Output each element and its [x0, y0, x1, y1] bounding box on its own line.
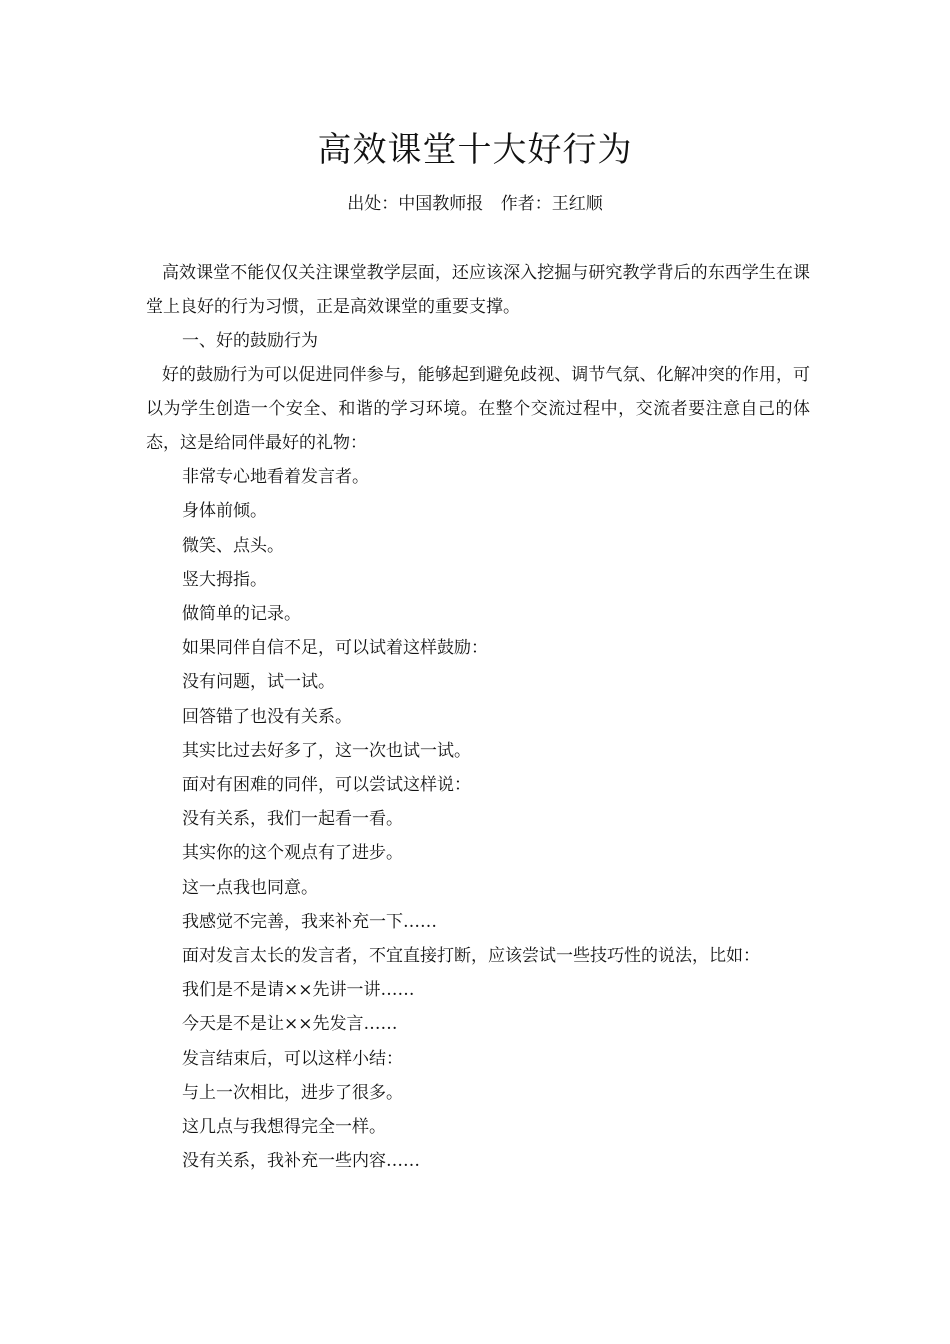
list-item: 没有关系，我们一起看一看。: [182, 809, 403, 830]
list-item: 其实你的这个观点有了进步。: [182, 843, 403, 864]
list-item: 如果同伴自信不足，可以试着这样鼓励：: [182, 638, 488, 659]
list-item: 没有问题，试一试。: [182, 672, 335, 693]
intro-paragraph: 高效课堂不能仅仅关注课堂教学层面，还应该深入挖掘与研究教学背后的东西学生在课堂上良好的行为习惯，正是高效课堂的重要支撑。: [146, 263, 810, 317]
list-item: 竖大拇指。: [182, 569, 267, 590]
section-heading: 一、好的鼓励行为: [182, 331, 318, 351]
list-item: 这几点与我想得完全一样。: [182, 1117, 386, 1138]
list-item: 非常专心地看着发言者。: [182, 467, 369, 488]
list-item: 做简单的记录。: [182, 604, 301, 625]
list-item: 微笑、点头。: [182, 535, 284, 556]
list-item: 面对有困难的同伴，可以尝试这样说：: [182, 775, 471, 796]
source-line: [0, 190, 950, 218]
list-item: 面对发言太长的发言者，不宜直接打断，应该尝试一些技巧性的说法，比如：: [182, 946, 760, 967]
list-item: 我感觉不完善，我来补充一下……: [182, 911, 437, 932]
list-item: 我们是不是请××先讲一讲……: [182, 980, 415, 1001]
line-list: [146, 460, 810, 1178]
list-item: 没有关系，我补充一些内容……: [182, 1151, 420, 1172]
section-paragraph: 好的鼓励行为可以促进同伴参与，能够起到避免歧视、调节气氛、化解冲突的作用，可以为学生创造一个安全、和谐的学习环境。在整个交流过程中，交流者要注意自己的体态，这是给同伴最好的礼物：: [146, 365, 810, 454]
list-item: 这一点我也同意。: [182, 877, 318, 898]
author-label: 作者：王红顺: [500, 194, 603, 214]
source-label: 出处：中国教师报: [347, 194, 484, 214]
list-item: 与上一次相比，进步了很多。: [182, 1082, 403, 1103]
list-item: 发言结束后，可以这样小结：: [182, 1048, 403, 1069]
document-body: [146, 256, 810, 1178]
list-item: 今天是不是让××先发言……: [182, 1014, 398, 1035]
list-item: 回答错了也没有关系。: [182, 706, 352, 727]
document-title: 高效课堂十大好行为: [317, 130, 633, 170]
list-item: 其实比过去好多了，这一次也试一试。: [182, 740, 471, 761]
list-item: 身体前倾。: [182, 501, 267, 522]
